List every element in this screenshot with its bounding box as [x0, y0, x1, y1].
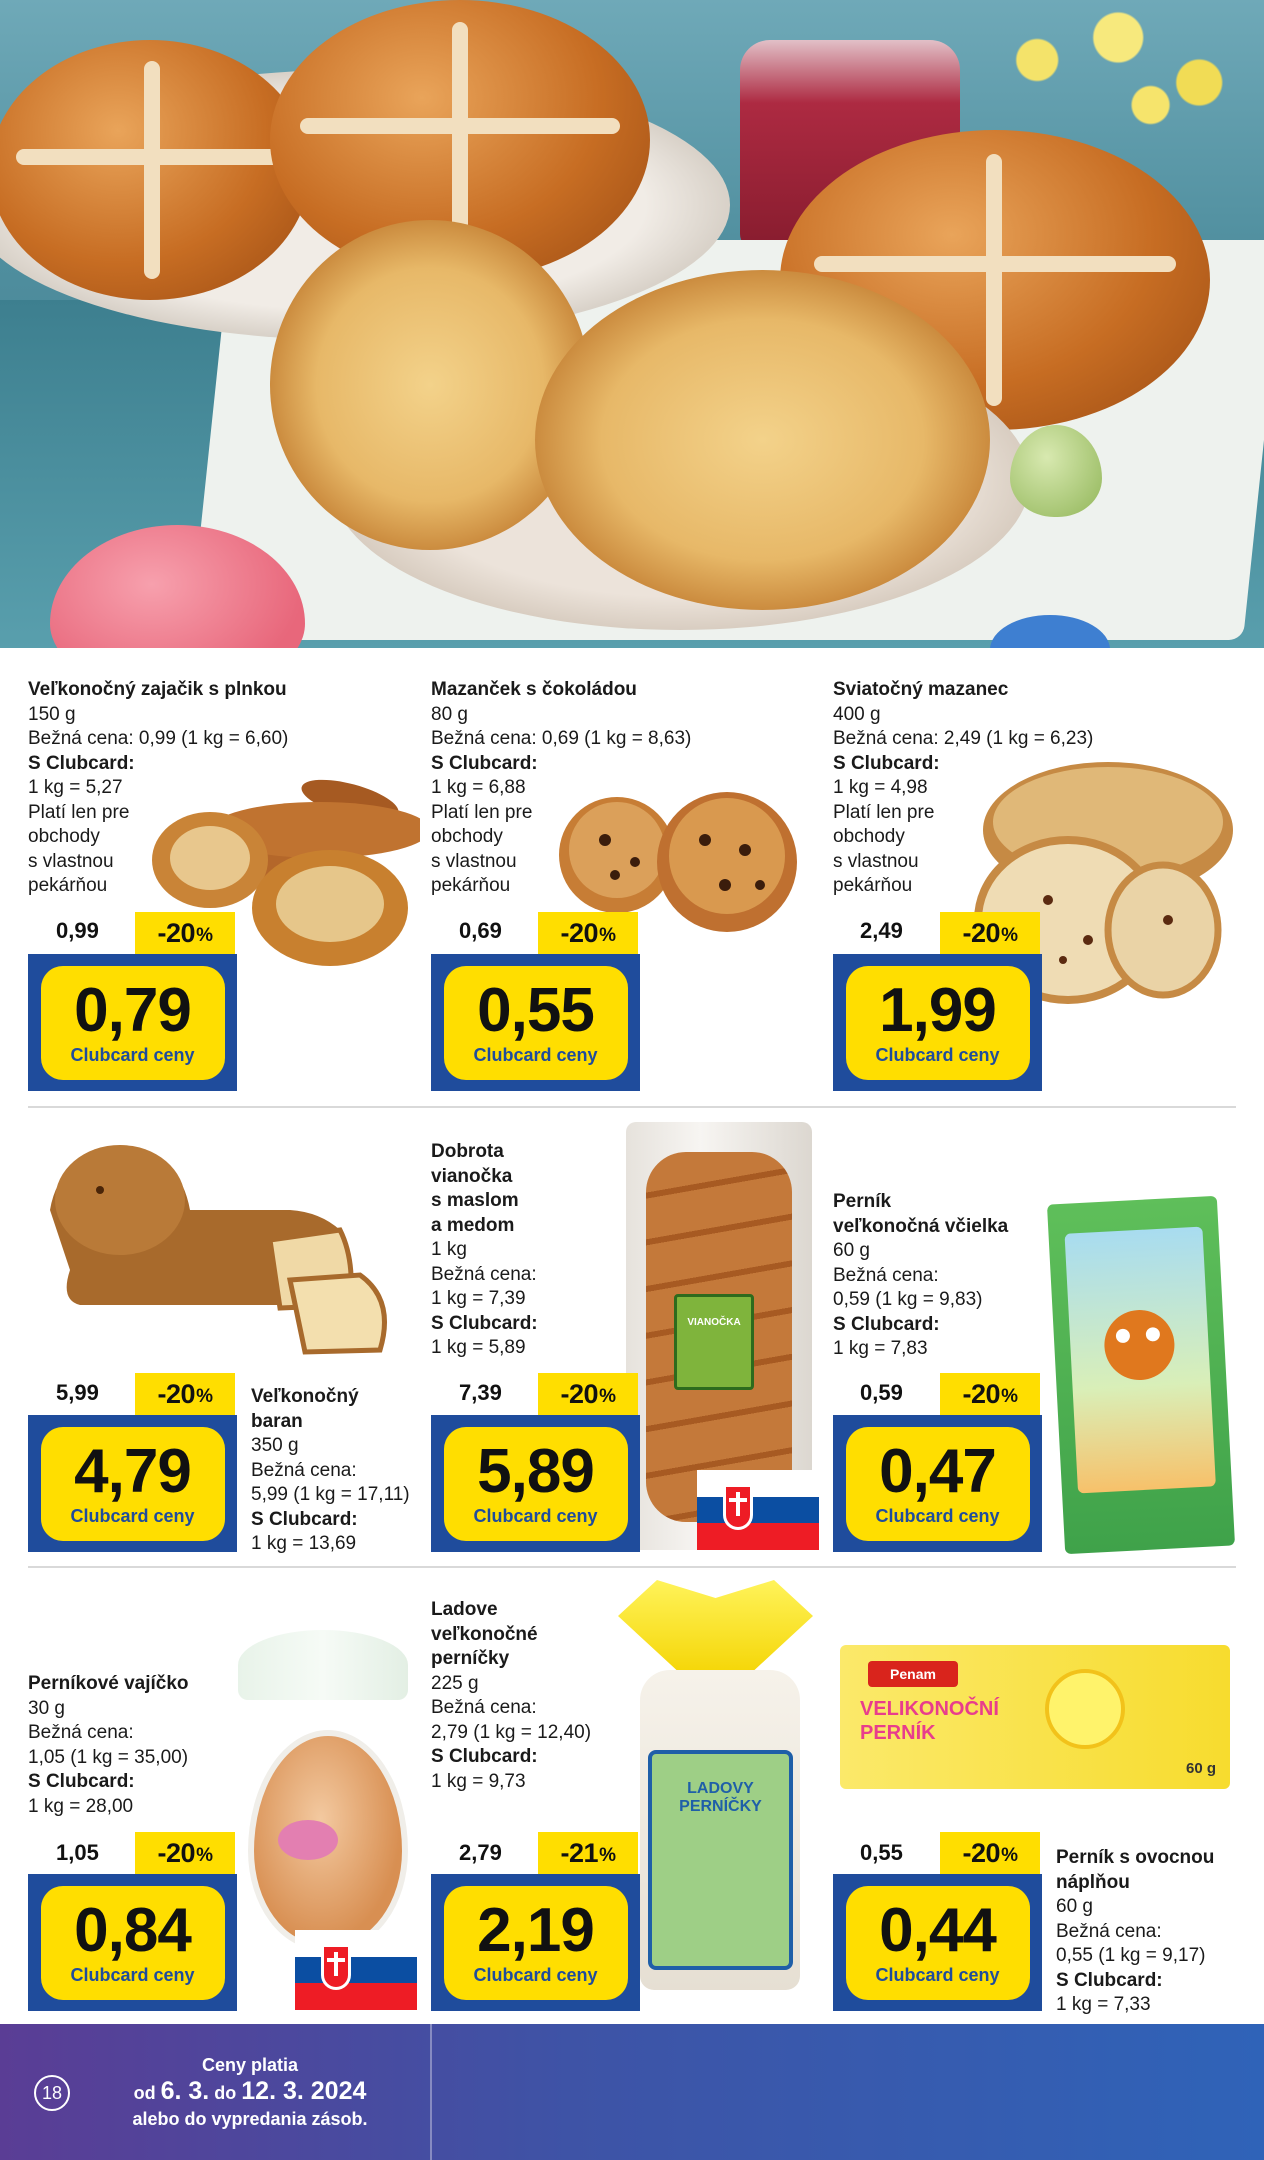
clubcard-price: 2,19	[477, 1896, 594, 1965]
clubcard-price-box	[28, 954, 237, 1091]
product-weight: 1 kg	[431, 1239, 467, 1260]
regular-price: 2,79 (1 kg = 12,40)	[431, 1721, 592, 1743]
regular-price: Bežná cena:	[431, 1697, 537, 1718]
note-line: pekárňou	[431, 875, 511, 896]
clubcard-label: S Clubcard:	[251, 1508, 358, 1530]
clubcard-price: 0,79	[74, 976, 191, 1045]
clubcard-price-box	[833, 954, 1042, 1091]
product-name: baran	[251, 1410, 303, 1432]
product-image-ladove-gingerbread-bag	[618, 1580, 813, 2000]
percent-sign: %	[1001, 1386, 1018, 1407]
product-info	[833, 1190, 1008, 1362]
validity-line1: Ceny platia	[201, 2055, 299, 2075]
clubcard-unit-price: 1 kg = 7,33	[1056, 1994, 1151, 2015]
product-name: Mazanček s čokoládou	[431, 679, 637, 700]
discount-value: -20	[157, 1378, 196, 1409]
note-line: s vlastnou	[431, 850, 517, 872]
discount-value: -20	[157, 917, 196, 948]
product-name: veľkonočné	[431, 1623, 538, 1645]
validity-to-label: do	[214, 2083, 237, 2103]
regular-price: 0,59 (1 kg = 9,83)	[833, 1289, 983, 1310]
clubcard-price-box	[28, 1415, 237, 1552]
regular-price: 0,55 (1 kg = 9,17)	[1056, 1945, 1206, 1966]
discount-value: -20	[962, 917, 1001, 948]
discount-badge	[940, 1373, 1040, 1415]
product-image-easter-lamb-cake	[40, 1130, 400, 1370]
validity-line3: alebo do vypredania zásob.	[132, 2109, 368, 2129]
regular-price: 1,05 (1 kg = 35,00)	[28, 1746, 189, 1768]
old-price: 1,05	[56, 1840, 99, 1865]
percent-sign: %	[196, 1386, 213, 1407]
old-price: 0,99	[56, 918, 99, 943]
product-name: Veľkonočný zajačik s plnkou	[28, 679, 287, 700]
product-name: Dobrota	[431, 1141, 504, 1162]
regular-price: Bežná cena:	[28, 1722, 134, 1743]
clubcard-ceny-label: Clubcard ceny	[875, 1506, 1000, 1526]
product-name: vianočka	[431, 1165, 513, 1187]
note-line: pekárňou	[28, 875, 108, 896]
clubcard-label: S Clubcard:	[431, 752, 538, 774]
product-weight: 80 g	[431, 703, 468, 725]
footer-bar	[0, 2024, 1264, 2160]
product-weight: 400 g	[833, 703, 881, 725]
clubcard-ceny-label: Clubcard ceny	[875, 1045, 1000, 1065]
discount-value: -20	[560, 917, 599, 948]
product-name: veľkonočná včielka	[833, 1215, 1009, 1237]
chick-icon	[1045, 1669, 1125, 1749]
regular-price: Bežná cena:	[1056, 1920, 1162, 1942]
validity-from-label: od	[133, 2083, 156, 2103]
regular-price: Bežná cena:	[251, 1459, 357, 1481]
percent-sign: %	[599, 1386, 616, 1407]
regular-price: 1 kg = 7,39	[431, 1288, 526, 1309]
regular-price: Bežná cena: 0,69 (1 kg = 8,63)	[431, 728, 692, 749]
regular-price: Bežná cena:	[833, 1264, 939, 1286]
clubcard-price-box	[431, 1874, 640, 2011]
penam-brand: Penam	[868, 1661, 958, 1687]
page-number: 18	[34, 2075, 70, 2111]
discount-badge	[538, 1832, 638, 1874]
discount-value: -20	[157, 1837, 196, 1868]
row-divider	[28, 1566, 1236, 1568]
clubcard-ceny-label: Clubcard ceny	[70, 1965, 195, 1985]
penam-title: VELIKONOČNÍ PERNÍK	[860, 1698, 999, 1744]
discount-badge	[940, 1832, 1040, 1874]
penam-weight: 60 g	[1185, 1760, 1216, 1777]
old-price: 0,69	[459, 918, 502, 943]
old-price: 2,49	[860, 918, 903, 943]
product-name: Sviatočný mazanec	[833, 679, 1009, 700]
regular-price: Bežná cena:	[431, 1263, 537, 1285]
clubcard-price: 0,44	[879, 1896, 996, 1965]
clubcard-unit-price: 1 kg = 7,83	[833, 1338, 928, 1359]
clubcard-label: S Clubcard:	[833, 1313, 940, 1335]
product-weight: 60 g	[833, 1240, 870, 1261]
product-info	[28, 1672, 189, 1819]
clubcard-price: 1,99	[879, 976, 996, 1045]
clubcard-ceny-label: Clubcard ceny	[70, 1506, 195, 1526]
slovak-flag-icon	[295, 1930, 417, 2010]
product-info	[1056, 1846, 1214, 2018]
validity-note	[100, 2052, 400, 2132]
clubcard-label: S Clubcard:	[833, 752, 940, 774]
product-name: Perníkové vajíčko	[28, 1673, 189, 1694]
discount-value: -20	[962, 1837, 1001, 1868]
product-weight: 30 g	[28, 1697, 65, 1719]
product-weight: 60 g	[1056, 1896, 1093, 1917]
discount-badge	[940, 912, 1040, 954]
percent-sign: %	[599, 1845, 616, 1866]
product-image-gingerbread-egg	[228, 1630, 418, 1960]
regular-price: Bežná cena: 0,99 (1 kg = 6,60)	[28, 728, 289, 749]
clubcard-ceny-label: Clubcard ceny	[473, 1506, 598, 1526]
product-info	[431, 1140, 538, 1361]
note-line: Platí len pre	[431, 801, 533, 823]
note-line: obchody	[28, 826, 100, 847]
validity-dates	[100, 2078, 400, 2106]
clubcard-label: S Clubcard:	[431, 1746, 538, 1767]
clubcard-unit-price: 1 kg = 5,89	[431, 1337, 526, 1358]
percent-sign: %	[599, 925, 616, 946]
discount-badge	[135, 912, 235, 954]
percent-sign: %	[1001, 1845, 1018, 1866]
discount-badge	[135, 1373, 235, 1415]
regular-price: Bežná cena: 2,49 (1 kg = 6,23)	[833, 728, 1094, 749]
discount-value: -20	[560, 1378, 599, 1409]
note-line: s vlastnou	[833, 850, 919, 872]
clubcard-price-box	[431, 1415, 640, 1552]
clubcard-unit-price: 1 kg = 13,69	[251, 1533, 357, 1554]
product-info	[431, 1598, 591, 1794]
regular-price: 5,99 (1 kg = 17,11)	[251, 1484, 410, 1505]
clubcard-price-box	[431, 954, 640, 1091]
product-name: Ladove	[431, 1599, 498, 1620]
old-price: 7,39	[459, 1380, 502, 1405]
clubcard-unit-price: 1 kg = 28,00	[28, 1795, 134, 1817]
clubcard-label: S Clubcard:	[1056, 1969, 1163, 1991]
clubcard-unit-price: 1 kg = 9,73	[431, 1770, 526, 1792]
validity-to-date: 12. 3. 2024	[241, 2077, 367, 2105]
clubcard-unit-price: 1 kg = 6,88	[431, 777, 526, 798]
old-price: 0,55	[860, 1840, 903, 1865]
product-name: Perník s ovocnou	[1056, 1847, 1215, 1868]
product-name: Veľkonočný	[251, 1386, 359, 1407]
clubcard-price: 4,79	[74, 1437, 191, 1506]
clubcard-price-box	[28, 1874, 237, 2011]
clubcard-ceny-label: Clubcard ceny	[473, 1045, 598, 1065]
old-price: 0,59	[860, 1380, 903, 1405]
clubcard-label: S Clubcard:	[431, 1312, 538, 1334]
note-line: s vlastnou	[28, 850, 114, 872]
hero-photo-hot-cross-buns	[0, 0, 1264, 648]
discount-badge	[538, 912, 638, 954]
note-line: pekárňou	[833, 875, 913, 896]
percent-sign: %	[196, 925, 213, 946]
validity-from-date: 6. 3.	[160, 2077, 210, 2105]
discount-badge	[538, 1373, 638, 1415]
old-price: 5,99	[56, 1380, 99, 1405]
note-line: Platí len pre	[28, 801, 130, 823]
note-line: obchody	[431, 826, 503, 847]
clubcard-price: 5,89	[477, 1437, 594, 1506]
note-line: Platí len pre	[833, 801, 935, 823]
product-weight: 350 g	[251, 1435, 299, 1456]
product-image-bee-gingerbread	[1047, 1196, 1235, 1554]
product-image-penam-gingerbread	[840, 1645, 1230, 1789]
percent-sign: %	[196, 1845, 213, 1866]
clubcard-label: S Clubcard:	[28, 752, 135, 774]
old-price: 2,79	[459, 1840, 502, 1865]
product-name: perníčky	[431, 1648, 510, 1669]
hero-bun	[0, 40, 310, 300]
product-weight: 225 g	[431, 1672, 479, 1694]
clubcard-ceny-label: Clubcard ceny	[875, 1965, 1000, 1985]
hero-bun-slice	[535, 270, 990, 610]
clubcard-ceny-label: Clubcard ceny	[70, 1045, 195, 1065]
row-divider	[28, 1106, 1236, 1108]
percent-sign: %	[1001, 925, 1018, 946]
product-name: Perník	[833, 1191, 892, 1212]
hero-bun-slice	[270, 220, 590, 550]
product-name: náplňou	[1056, 1871, 1130, 1893]
clubcard-price-box	[833, 1874, 1042, 2011]
footer-separator	[430, 2024, 432, 2160]
vianocka-label: VIANOČKA	[687, 1317, 741, 1328]
clubcard-label: S Clubcard:	[28, 1771, 135, 1792]
slovak-flag-icon	[697, 1470, 819, 1550]
discount-value: -20	[962, 1378, 1001, 1409]
discount-value: -21	[560, 1837, 599, 1868]
clubcard-price: 0,55	[477, 976, 594, 1045]
product-weight: 150 g	[28, 703, 76, 725]
discount-badge	[135, 1832, 235, 1874]
product-name: s maslom	[431, 1190, 519, 1211]
hero-flowers	[940, 0, 1264, 150]
clubcard-price: 0,84	[74, 1896, 191, 1965]
clubcard-ceny-label: Clubcard ceny	[473, 1965, 598, 1985]
clubcard-unit-price: 1 kg = 4,98	[833, 777, 928, 798]
product-name: a medom	[431, 1214, 515, 1236]
product-info	[251, 1385, 410, 1557]
clubcard-price-box	[833, 1415, 1042, 1552]
clubcard-unit-price: 1 kg = 5,27	[28, 777, 123, 798]
ladove-package-title: LADOVY PERNÍČKY	[679, 1780, 762, 1815]
note-line: obchody	[833, 826, 905, 847]
clubcard-price: 0,47	[879, 1437, 996, 1506]
